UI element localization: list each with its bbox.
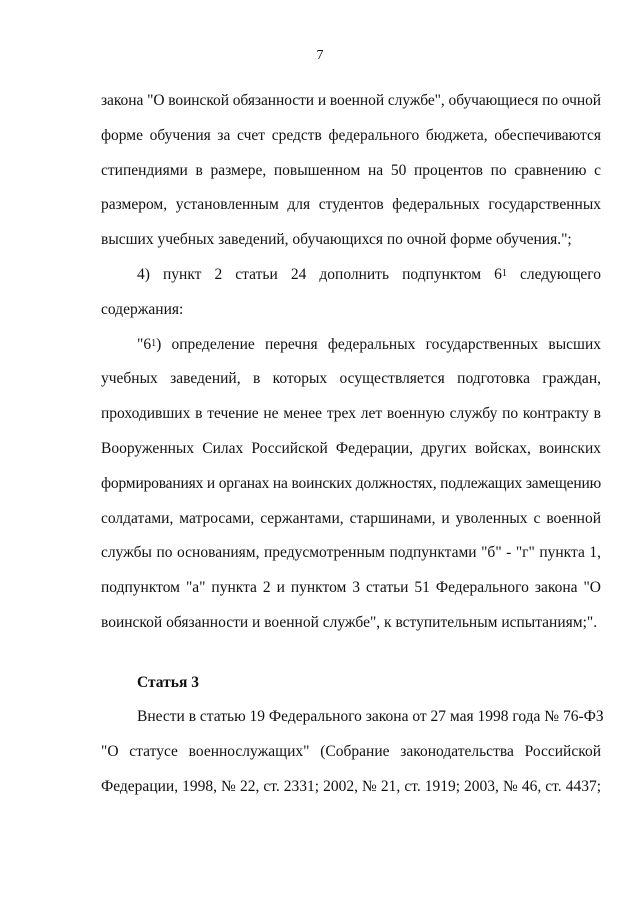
text-line: службы по основаниям, предусмотренным подпунктами "б" - "г" пункта 1, bbox=[101, 544, 601, 562]
text-line: Внести в статью 19 Федерального закона от 27 мая 1998 года № 76-ФЗ bbox=[137, 708, 604, 725]
superscript: 1 bbox=[151, 337, 157, 349]
text-line: стипендиями в размере, повышенном на 50 процентов по сравнению с bbox=[101, 161, 601, 179]
text-line: воинской обязанности и военной службе", к вступительным испытаниям;". bbox=[101, 613, 598, 631]
text-line: проходивших в течение не менее трех лет военную службу по контракту в bbox=[101, 405, 601, 423]
text-line: содержания: bbox=[101, 300, 184, 318]
text-line: закона "О воинской обязанности и военной службе", обучающиеся по очной bbox=[101, 92, 601, 109]
article-3-heading: Статья 3 bbox=[137, 674, 199, 691]
quote-start: "6 bbox=[137, 335, 152, 353]
article-3-body bbox=[101, 700, 604, 804]
text-line bbox=[101, 328, 601, 363]
quote-text: ) определение перечня федеральных государственных высших bbox=[156, 335, 601, 353]
text-line: размером, установленным для студентов федеральных государственных bbox=[101, 196, 601, 214]
text-line bbox=[101, 258, 601, 293]
page-number: 7 bbox=[316, 48, 324, 63]
text-line: солдатами, матросами, сержантами, старшинами, и уволенных с военной bbox=[101, 509, 601, 527]
quoted-subparagraph bbox=[101, 328, 601, 641]
text-line: учебных заведений, в которых осуществляется подготовка граждан, bbox=[101, 370, 601, 388]
text-line: "О статусе военнослужащих" (Собрание законодательства Российской bbox=[101, 742, 601, 760]
item-4-text: 4) пункт 2 статьи 24 дополнить подпунктом 6 bbox=[137, 265, 502, 283]
article-3-paragraph bbox=[101, 700, 604, 804]
document-body bbox=[101, 84, 601, 641]
text-line: форме обучения за счет средств федерального бюджета, обеспечиваются bbox=[101, 126, 601, 144]
item-4-paragraph bbox=[101, 258, 601, 328]
continuation-paragraph bbox=[101, 84, 601, 258]
text-line: Вооруженных Силах Российской Федерации, других войсках, воинских bbox=[101, 439, 601, 457]
superscript: 1 bbox=[501, 267, 507, 279]
item-4-text-end: следующего bbox=[506, 265, 601, 283]
text-line: подпунктом "а" пункта 2 и пунктом 3 статьи 51 Федерального закона "О bbox=[101, 579, 601, 597]
text-line: высших учебных заведений, обучающихся по очной форме обучения."; bbox=[101, 231, 572, 249]
text-line: формированиях и органах на воинских должностях, подлежащих замещению bbox=[101, 474, 601, 492]
text-line: Федерации, 1998, № 22, ст. 2331; 2002, № 21, ст. 1919; 2003, № 46, ст. 4437; bbox=[101, 777, 601, 795]
